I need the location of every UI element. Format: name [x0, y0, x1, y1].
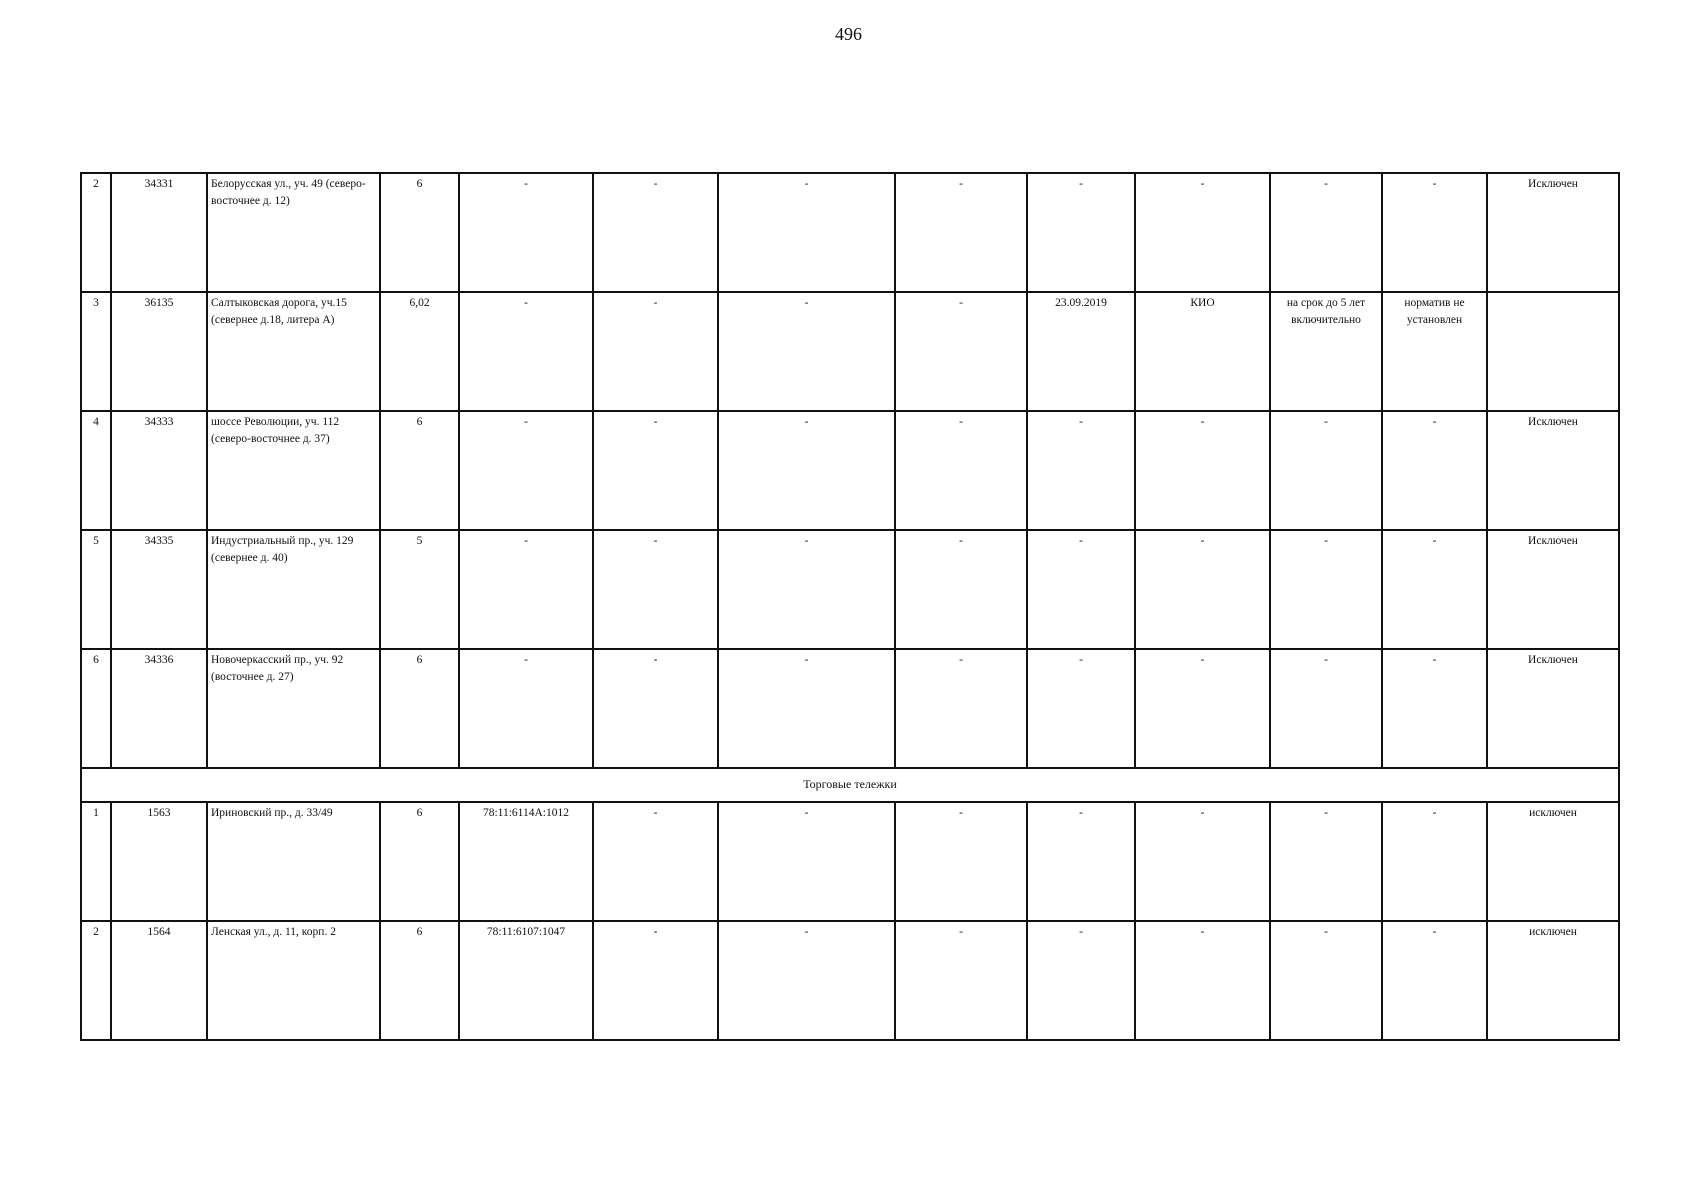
table-row: [81, 173, 1619, 292]
empty-cell: -: [895, 530, 1027, 649]
row-number: 5: [81, 530, 111, 649]
norm-cell: норматив не установлен: [1382, 292, 1487, 411]
empty-cell: -: [895, 173, 1027, 292]
area-cell: 6: [380, 649, 459, 768]
table-row: [81, 530, 1619, 649]
date-cell: 23.09.2019: [1027, 292, 1135, 411]
object-id: 1564: [111, 921, 207, 1040]
term-cell: -: [1270, 411, 1382, 530]
date-cell: -: [1027, 173, 1135, 292]
empty-cell: -: [895, 292, 1027, 411]
status-cell: Исключен: [1487, 411, 1619, 530]
table-row: [81, 411, 1619, 530]
address-cell: шоссе Революции, уч. 112 (северо-восточнее д. 37): [207, 411, 380, 530]
term-cell: -: [1270, 530, 1382, 649]
date-cell: -: [1027, 802, 1135, 921]
empty-cell: -: [718, 921, 895, 1040]
organ-cell: -: [1135, 530, 1270, 649]
area-cell: 6: [380, 411, 459, 530]
empty-cell: -: [593, 921, 718, 1040]
row-number: 3: [81, 292, 111, 411]
cadastral-cell: -: [459, 292, 593, 411]
table-row: [81, 802, 1619, 921]
object-id: 34331: [111, 173, 207, 292]
status-cell: Исключен: [1487, 530, 1619, 649]
organ-cell: -: [1135, 411, 1270, 530]
organ-cell: -: [1135, 173, 1270, 292]
date-cell: -: [1027, 411, 1135, 530]
norm-cell: -: [1382, 802, 1487, 921]
norm-cell: -: [1382, 649, 1487, 768]
empty-cell: -: [895, 921, 1027, 1040]
area-cell: 5: [380, 530, 459, 649]
row-number: 4: [81, 411, 111, 530]
status-cell: исключен: [1487, 921, 1619, 1040]
status-cell: [1487, 292, 1619, 411]
table-row: [81, 921, 1619, 1040]
organ-cell: -: [1135, 649, 1270, 768]
empty-cell: -: [718, 411, 895, 530]
table-row: [81, 649, 1619, 768]
row-number: 2: [81, 921, 111, 1040]
area-cell: 6: [380, 802, 459, 921]
object-id: 34336: [111, 649, 207, 768]
cadastral-cell: -: [459, 530, 593, 649]
area-cell: 6,02: [380, 292, 459, 411]
empty-cell: -: [895, 411, 1027, 530]
empty-cell: -: [593, 802, 718, 921]
area-cell: 6: [380, 921, 459, 1040]
empty-cell: -: [718, 173, 895, 292]
term-cell: -: [1270, 649, 1382, 768]
area-cell: 6: [380, 173, 459, 292]
section-header-row: [81, 768, 1619, 802]
row-number: 6: [81, 649, 111, 768]
term-cell: -: [1270, 173, 1382, 292]
cadastral-cell: -: [459, 173, 593, 292]
empty-cell: -: [593, 173, 718, 292]
organ-cell: КИО: [1135, 292, 1270, 411]
empty-cell: -: [718, 802, 895, 921]
object-id: 36135: [111, 292, 207, 411]
cadastral-cell: 78:11:6114А:1012: [459, 802, 593, 921]
empty-cell: -: [895, 802, 1027, 921]
empty-cell: -: [718, 292, 895, 411]
object-id: 34333: [111, 411, 207, 530]
cadastral-cell: 78:11:6107:1047: [459, 921, 593, 1040]
term-cell: -: [1270, 921, 1382, 1040]
norm-cell: -: [1382, 411, 1487, 530]
empty-cell: -: [895, 649, 1027, 768]
page-number: 496: [835, 24, 862, 44]
address-cell: Ленская ул., д. 11, корп. 2: [207, 921, 380, 1040]
status-cell: Исключен: [1487, 173, 1619, 292]
object-id: 34335: [111, 530, 207, 649]
cadastral-cell: -: [459, 411, 593, 530]
empty-cell: -: [718, 649, 895, 768]
row-number: 2: [81, 173, 111, 292]
empty-cell: -: [718, 530, 895, 649]
organ-cell: -: [1135, 921, 1270, 1040]
address-cell: Индустриальный пр., уч. 129 (севернее д. 40): [207, 530, 380, 649]
registry-table: [80, 172, 1620, 1041]
term-cell: на срок до 5 лет включительно: [1270, 292, 1382, 411]
object-id: 1563: [111, 802, 207, 921]
norm-cell: -: [1382, 921, 1487, 1040]
address-cell: Белорусская ул., уч. 49 (северо-восточнее д. 12): [207, 173, 380, 292]
norm-cell: -: [1382, 173, 1487, 292]
empty-cell: -: [593, 411, 718, 530]
cadastral-cell: -: [459, 649, 593, 768]
address-cell: Новочеркасский пр., уч. 92 (восточнее д. 27): [207, 649, 380, 768]
norm-cell: -: [1382, 530, 1487, 649]
row-number: 1: [81, 802, 111, 921]
empty-cell: -: [593, 649, 718, 768]
status-cell: Исключен: [1487, 649, 1619, 768]
table-row: [81, 292, 1619, 411]
date-cell: -: [1027, 649, 1135, 768]
section-title: Торговые тележки: [81, 768, 1619, 802]
empty-cell: -: [593, 530, 718, 649]
status-cell: исключен: [1487, 802, 1619, 921]
date-cell: -: [1027, 530, 1135, 649]
empty-cell: -: [593, 292, 718, 411]
term-cell: -: [1270, 802, 1382, 921]
address-cell: Салтыковская дорога, уч.15 (севернее д.18, литера А): [207, 292, 380, 411]
address-cell: Ириновский пр., д. 33/49: [207, 802, 380, 921]
organ-cell: -: [1135, 802, 1270, 921]
date-cell: -: [1027, 921, 1135, 1040]
